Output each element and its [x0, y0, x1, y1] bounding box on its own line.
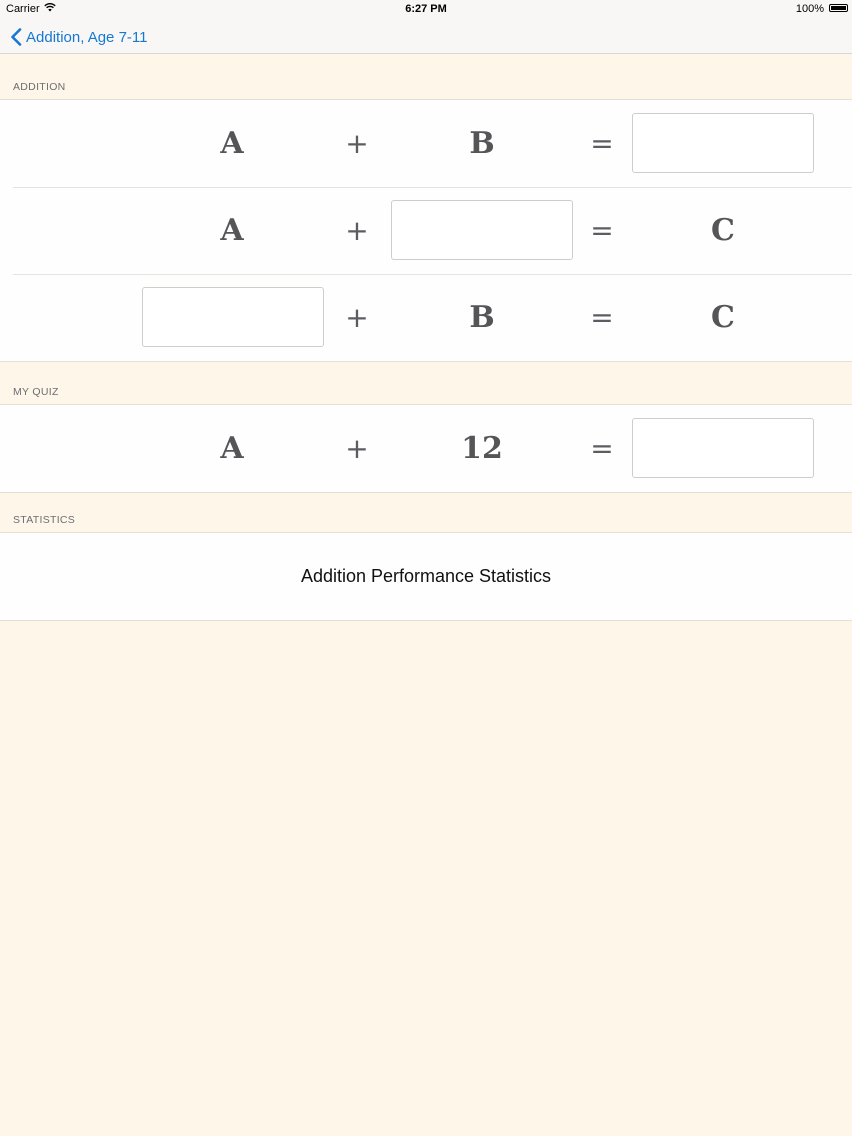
my-quiz-row [0, 405, 852, 492]
result-c: C [711, 300, 735, 335]
section-title-addition: ADDITION [13, 81, 66, 93]
result-c: C [711, 213, 735, 248]
section-title-statistics: STATISTICS [13, 514, 76, 526]
addition-table [0, 99, 852, 362]
operand-b-answer-field[interactable] [391, 200, 573, 260]
operand-b: B [469, 300, 495, 335]
operand-b: 12 [461, 431, 503, 466]
statistics-table [0, 532, 852, 621]
chevron-left-icon [10, 28, 22, 46]
operand-a-answer-field[interactable] [142, 287, 324, 347]
plus-sign: + [345, 214, 369, 247]
equals-sign: = [590, 214, 614, 247]
operand-b: B [469, 126, 495, 161]
equals-sign: = [590, 432, 614, 465]
section-header-addition [0, 54, 852, 99]
section-title-my-quiz: MY QUIZ [13, 386, 59, 398]
battery-percentage: 100% [795, 3, 824, 15]
plus-sign: + [345, 432, 369, 465]
section-header-my-quiz [0, 364, 852, 404]
section-header-statistics [0, 492, 852, 532]
back-button-label: Addition, Age 7-11 [26, 28, 148, 46]
my-quiz-table [0, 404, 852, 493]
carrier-label: Carrier [6, 3, 40, 15]
operand-a: A [220, 213, 244, 248]
back-button[interactable] [10, 26, 147, 48]
performance-statistics-label: Addition Performance Statistics [300, 566, 552, 586]
plus-sign: + [345, 301, 369, 334]
equals-sign: = [590, 301, 614, 334]
operand-a: A [220, 431, 244, 466]
sum-answer-field[interactable] [632, 113, 814, 173]
addition-row-1 [0, 100, 852, 187]
navigation-bar [0, 18, 852, 54]
addition-row-2 [0, 187, 852, 274]
addition-row-3 [0, 274, 852, 361]
equals-sign: = [590, 127, 614, 160]
battery-icon [829, 4, 848, 12]
plus-sign: + [345, 127, 369, 160]
operand-a: A [220, 126, 244, 161]
status-bar [0, 0, 852, 18]
performance-statistics-link[interactable] [0, 533, 852, 620]
clock: 6:27 PM [405, 3, 447, 15]
quiz-answer-field[interactable] [632, 418, 814, 478]
